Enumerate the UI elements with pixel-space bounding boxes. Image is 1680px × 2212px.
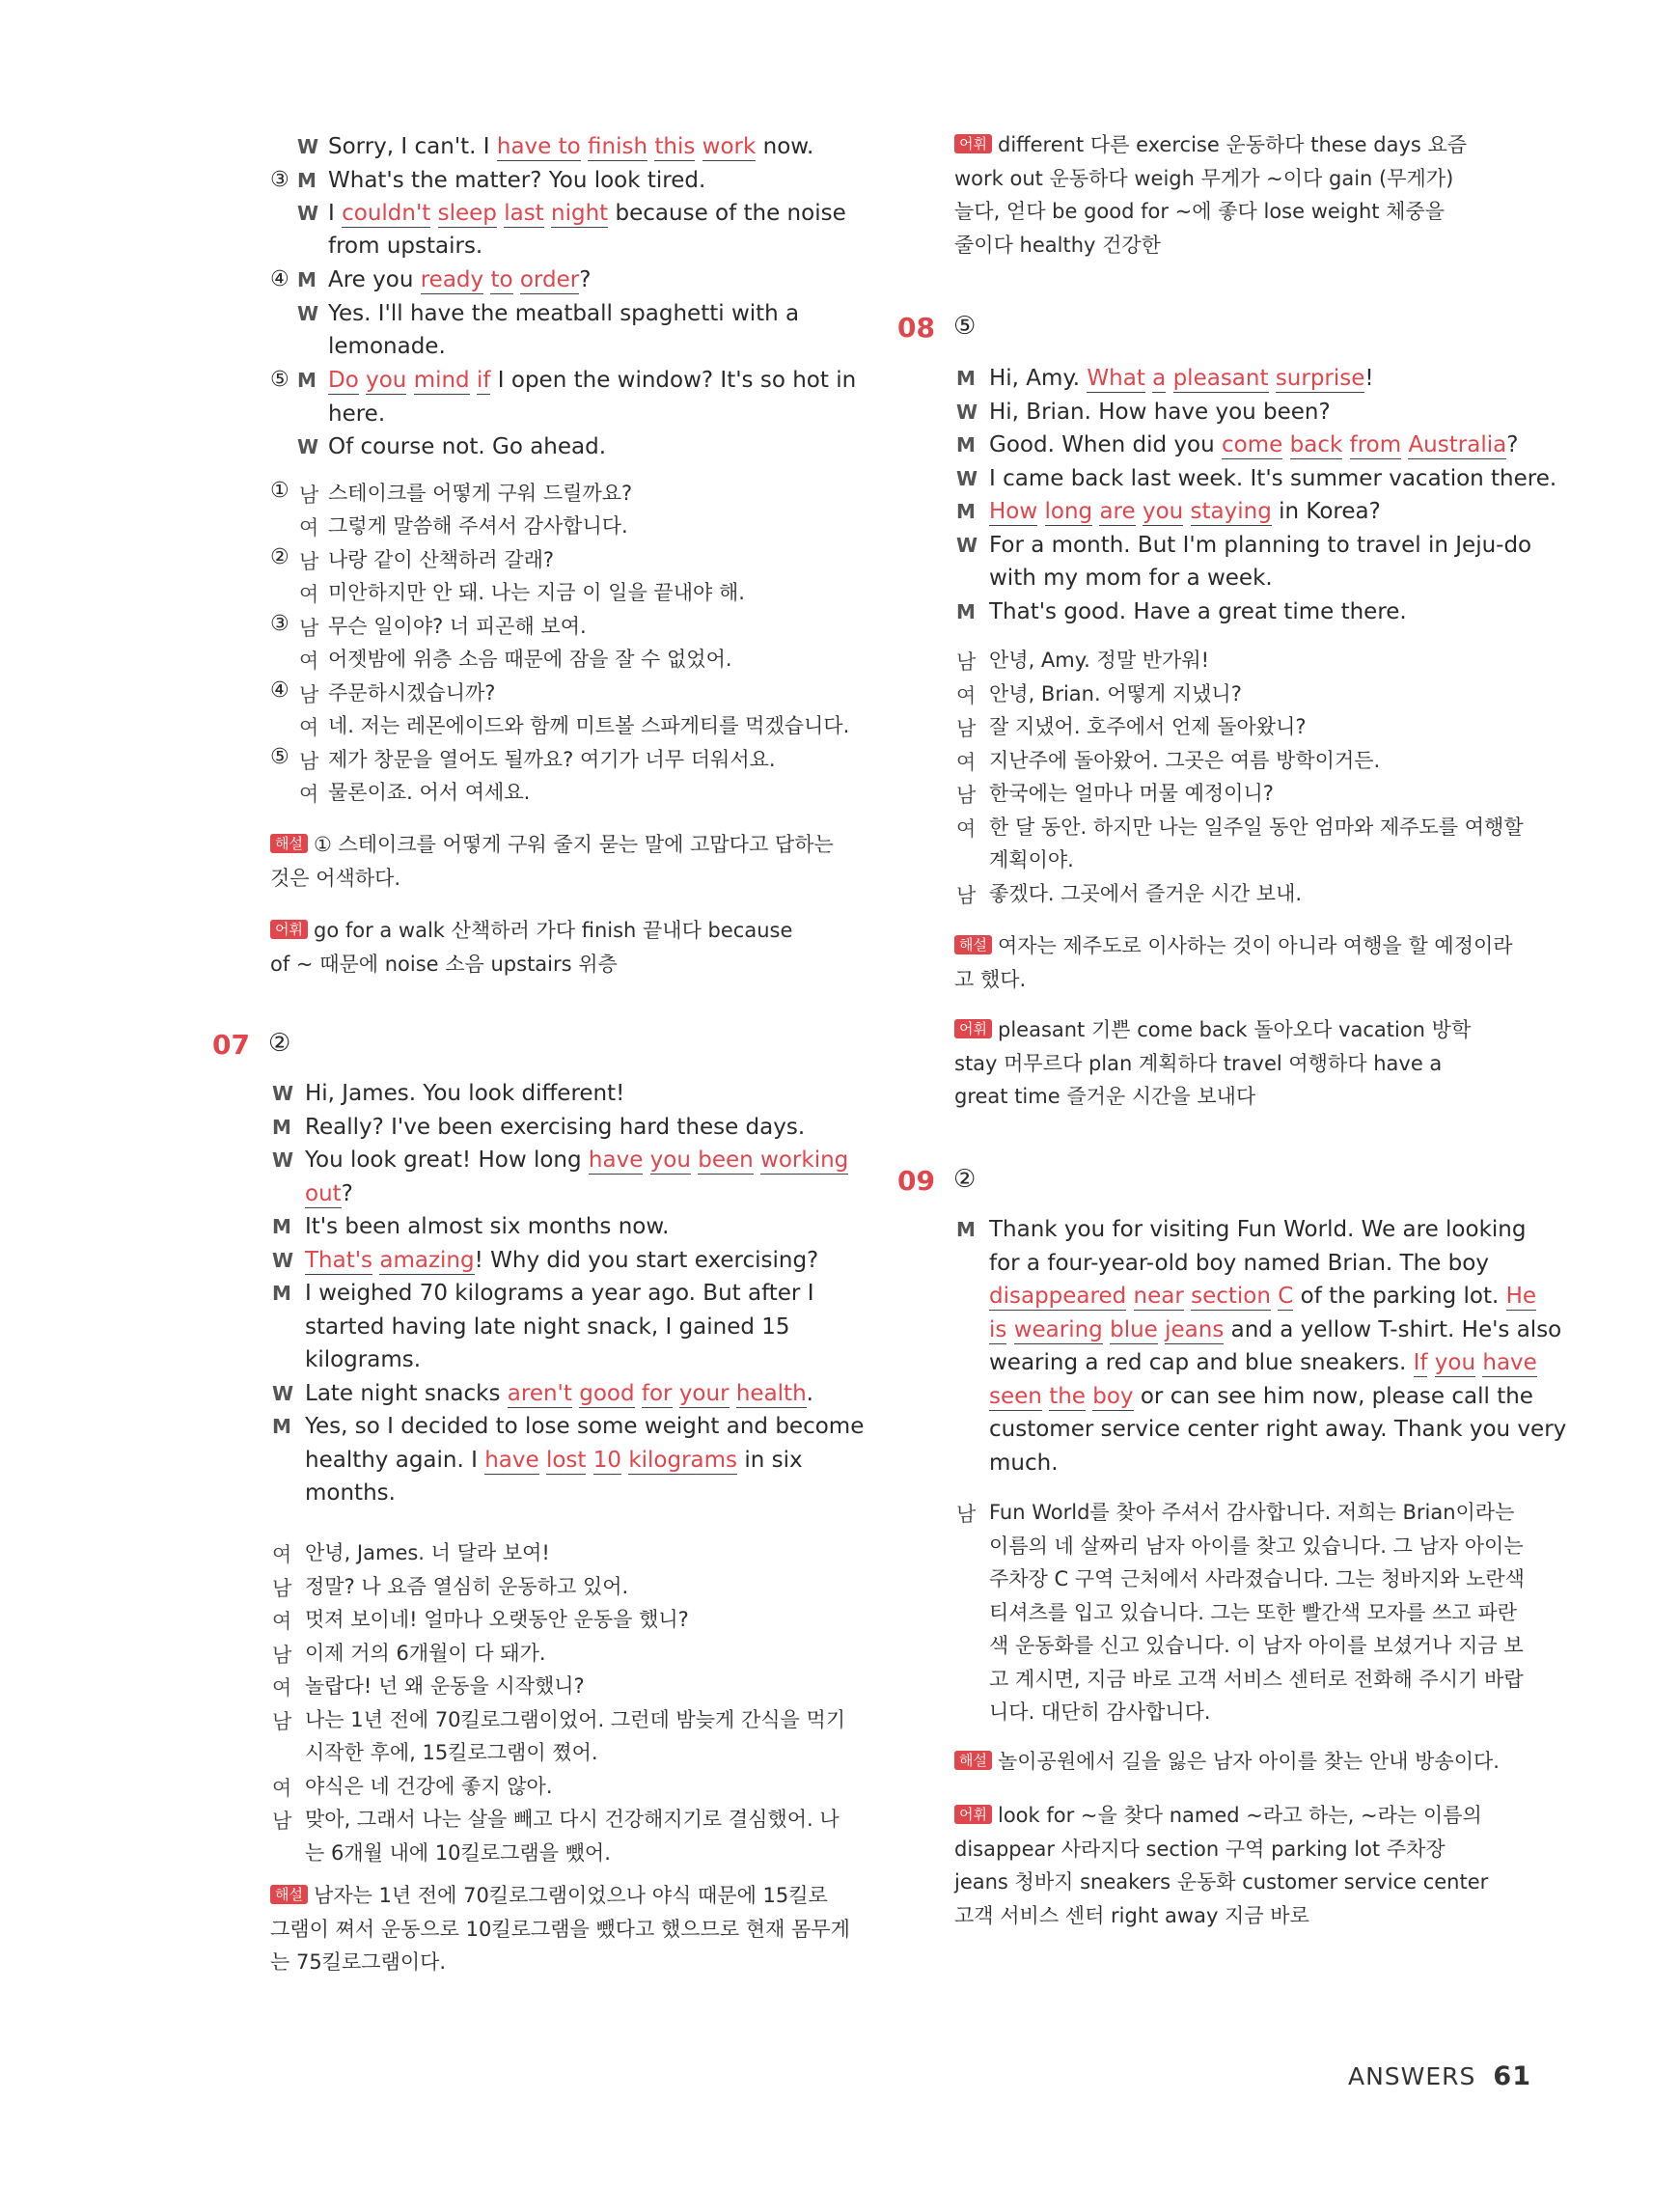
korean-line: 주차장 C 구역 근처에서 사라졌습니다. 그는 청바지와 노란색 [989,1567,1525,1590]
speaker-label: 여 [956,750,977,774]
blank-answer: come [1222,432,1283,457]
speaker-m: M [272,1415,291,1438]
blank-answer: surprise [1275,366,1365,391]
blank-answer: your [678,1380,730,1406]
explanation-badge: 해설 [270,1885,308,1904]
blank-answer: order [519,267,580,292]
blank-answer: He [1505,1284,1537,1309]
speaker-w: W [956,466,978,490]
blank-answer: you [366,368,407,393]
speaker-m: M [297,369,317,392]
korean-line: 안녕, Amy. 정말 반가워! [989,649,1210,672]
blank-answer: lost [545,1447,587,1473]
vocabulary: stay 머무르다 plan 계획하다 travel 여행하다 have a [954,1051,1443,1075]
speaker-label: 여 [299,516,319,539]
dialogue-line: started having late night snack, I gained 15 [305,1313,790,1340]
speaker-m: M [272,1115,291,1139]
explanation-badge: 해설 [270,834,308,853]
speaker-label: 남 [272,1810,292,1833]
dialogue-line: I came back last week. It's summer vacation there. [989,465,1557,491]
vocabulary: of ~ 때문에 noise 소음 upstairs 위층 [270,952,618,976]
choice-number: ③ [270,612,289,636]
vocabulary: jeans 청바지 sneakers 운동화 customer service center [954,1870,1489,1894]
dialogue-line: with my mom for a week. [989,566,1273,591]
dialogue-line: is wearing blue jeans and a yellow T-shirt. He's also [989,1316,1562,1342]
korean-line: 한국에는 얼마나 머물 예정이니? [989,782,1274,805]
dialogue-line: Hi, Amy. What a pleasant surprise! [989,366,1374,391]
dialogue-line: seen the boy or can see him now, please call the [989,1383,1533,1409]
dialogue-line: I couldn't sleep last night because of the noise [328,201,846,226]
explanation: 해설 여자는 제주도로 이사하는 것이 아니라 여행을 할 예정이라 [954,929,1513,963]
korean-line: 네. 저는 레몬에이드와 함께 미트볼 스파게티를 먹겠습니다. [328,714,850,737]
dialogue-line: disappeared near section C of the parking lot. He [989,1284,1537,1309]
vocabulary-badge: 어휘 [954,1805,992,1824]
korean-line: 색 운동화를 신고 있습니다. 이 남자 아이를 보셨거나 지금 보 [989,1634,1524,1657]
speaker-label: 여 [272,1776,292,1800]
korean-line: 제가 창문을 열어도 될까요? 여기가 너무 더워서요. [328,748,776,771]
blank-answer: How [989,499,1038,524]
speaker-label: 남 [299,617,319,640]
question-number: 07 [212,1029,250,1061]
korean-line: 시작한 후에, 15킬로그램이 쪘어. [305,1741,598,1764]
speaker-label: 남 [272,1576,292,1600]
explanation: 그램이 쪄서 운동으로 10킬로그램을 뺐다고 했으므로 현재 몸무게 [270,1917,850,1941]
blank-answer: have to [496,134,581,159]
dialogue-line: months. [305,1480,396,1506]
blank-answer: If [1413,1350,1428,1375]
speaker-label: 남 [956,650,977,674]
korean-line: 놀랍다! 넌 왜 운동을 시작했니? [305,1674,585,1698]
page-number: 61 [1493,2061,1531,2091]
explanation: 는 75킬로그램이다. [270,1950,447,1974]
blank-answer: for [641,1380,673,1406]
explanation-badge: 해설 [954,935,992,954]
speaker-m: M [297,268,317,291]
explanation-badge: 해설 [954,1751,992,1770]
korean-line: 좋겠다. 그곳에서 즐거운 시간 보내. [989,881,1303,905]
speaker-m: M [956,433,976,456]
blank-answer: finish [588,134,648,159]
dialogue-line: Hi, James. You look different! [305,1081,625,1106]
korean-line: 미안하지만 안 돼. 나는 지금 이 일을 끝내야 해. [328,581,745,604]
dialogue-line: Thank you for visiting Fun World. We are looking [989,1217,1527,1242]
blank-answer: good [579,1380,635,1406]
blank-answer: ready [420,267,484,292]
vocabulary: work out 운동하다 weigh 무게가 ~이다 gain (무게가) [954,166,1454,190]
dialogue-line: Good. When did you come back from Australia? [989,432,1519,457]
blank-answer: jeans [1165,1316,1225,1342]
korean-line: 계획이야. [989,848,1074,871]
dialogue-line: much. [989,1450,1059,1476]
blank-answer: seen [989,1383,1042,1409]
blank-answer: work [702,134,757,159]
blank-answer: sleep [437,201,497,226]
dialogue-line: You look great! How long have you been working [305,1147,849,1173]
dialogue-line: from upstairs. [328,234,483,259]
question-number: 08 [897,312,935,344]
blank-answer: out [305,1180,342,1206]
answer-choice: ⑤ [953,312,977,341]
dialogue-line: Really? I've been exercising hard these days. [305,1114,806,1140]
speaker-label: 여 [272,1543,292,1566]
speaker-m: M [956,500,976,523]
explanation: 것은 어색하다. [270,866,401,890]
speaker-w: W [272,1381,294,1405]
korean-line: 멋져 보이네! 얼마나 오랫동안 운동을 했니? [305,1608,689,1631]
speaker-m: M [272,1215,291,1238]
blank-answer: mind [413,368,470,393]
speaker-w: W [956,400,978,424]
speaker-w: W [297,302,319,325]
blank-answer: boy [1092,1383,1134,1409]
answer-choice: ② [953,1165,977,1194]
korean-line: Fun World를 찾아 주셔서 감사합니다. 저희는 Brian이라는 [989,1501,1515,1524]
choice-number: ⑤ [270,745,289,769]
blank-answer: aren't [507,1380,572,1406]
vocabulary: disappear 사라지다 section 구역 parking lot 주차장 [954,1837,1446,1861]
choice-number: ① [270,479,289,503]
dialogue-line: I weighed 70 kilograms a year ago. But after I [305,1281,814,1306]
korean-line: 는 6개월 내에 10킬로그램을 뺐어. [305,1840,611,1865]
explanation: 고 했다. [954,967,1027,991]
korean-line: 니다. 대단히 감사합니다. [989,1700,1211,1724]
dialogue-line: wearing a red cap and blue sneakers. If you have [989,1350,1537,1375]
vocabulary: 어휘 different 다른 exercise 운동하다 these days 요즘 [954,128,1467,162]
vocabulary-badge: 어휘 [270,920,308,939]
question-number: 09 [897,1165,935,1197]
vocabulary: 어휘 look for ~을 찾다 named ~라고 하는, ~라는 이름의 [954,1799,1482,1833]
korean-line: 그렇게 말씀해 주셔서 감사합니다. [328,514,628,538]
korean-line: 무슨 일이야? 너 피곤해 보여. [328,615,587,638]
blank-answer: are [1099,499,1136,524]
korean-line: 티셔츠를 입고 있습니다. 그는 또한 빨간색 모자를 쓰고 파란 [989,1600,1517,1624]
blank-answer: pleasant [1172,366,1269,391]
speaker-w: W [272,1148,294,1172]
speaker-m: M [272,1282,291,1305]
blank-answer: last [504,201,544,226]
vocabulary: 줄이다 healthy 건강한 [954,233,1161,257]
speaker-label: 남 [299,750,319,773]
blank-answer: you [649,1147,691,1173]
speaker-w: W [272,1082,294,1105]
speaker-m: M [956,367,976,390]
korean-line: 한 달 동안. 하지만 나는 일주일 동안 엄마와 제주도를 여행할 [989,815,1524,839]
blank-answer: health [735,1380,807,1406]
speaker-label: 남 [272,1643,292,1667]
blank-answer: you [1434,1350,1476,1375]
dialogue-line: healthy again. I have lost 10 kilograms in six [305,1447,803,1473]
choice-number: ② [270,545,289,569]
blank-answer: kilograms [628,1447,738,1473]
blank-answer: been [698,1147,754,1173]
dialogue-line: Are you ready to order? [328,267,592,292]
speaker-label: 남 [299,683,319,706]
choice-number: ⑤ [270,368,289,392]
blank-answer: have [588,1147,644,1173]
blank-answer: is [989,1316,1007,1342]
dialogue-line: Do you mind if I open the window? It's so hot in [328,368,857,393]
vocabulary-badge: 어휘 [954,134,992,153]
footer-label: ANSWERS [1347,2062,1476,2090]
dialogue-line: That's good. Have a great time there. [989,598,1407,624]
blank-answer: to [490,267,513,292]
speaker-label: 여 [272,1676,292,1700]
blank-answer: long [1044,499,1093,524]
blank-answer: this [654,134,696,159]
speaker-w: W [297,435,319,458]
speaker-label: 여 [299,650,319,673]
korean-line: 주문하시겠습니까? [328,681,496,705]
dialogue-line: Yes, so I decided to lose some weight and become [305,1414,865,1439]
vocabulary: great time 즐거운 시간을 보내다 [954,1085,1256,1108]
speaker-label: 남 [299,550,319,573]
blank-answer: a [1152,366,1167,391]
vocabulary: 고객 서비스 센터 right away 지금 바로 [954,1903,1309,1927]
dialogue-line: Of course not. Go ahead. [328,434,607,459]
explanation: 해설 놀이공원에서 길을 잃은 남자 아이를 찾는 안내 방송이다. [954,1745,1500,1779]
blank-answer: you [1142,499,1184,524]
vocabulary: 어휘 pleasant 기쁜 come back 돌아오다 vacation 방학 [954,1013,1471,1047]
explanation: 해설 ① 스테이크를 어떻게 구워 줄지 묻는 말에 고맙다고 답하는 [270,828,834,862]
blank-answer: staying [1190,499,1272,524]
vocabulary: 어휘 go for a walk 산책하러 가다 finish 끝내다 because [270,914,792,948]
blank-answer: the [1049,1383,1086,1409]
speaker-label: 여 [299,583,319,606]
korean-line: 물론이죠. 어서 여세요. [328,781,531,804]
korean-line: 나랑 같이 산책하러 갈래? [328,548,555,571]
korean-line: 스테이크를 어떻게 구워 드릴까요? [328,482,633,505]
dialogue-line: customer service center right away. Thank you very [989,1417,1567,1442]
korean-line: 이름의 네 살짜리 남자 아이를 찾고 있습니다. 그 남자 아이는 [989,1534,1524,1558]
blank-answer: That's [305,1247,373,1273]
speaker-label: 여 [272,1610,292,1633]
speaker-label: 남 [299,484,319,507]
blank-answer: near [1133,1284,1184,1309]
dialogue-line: Hi, Brian. How have you been? [989,399,1331,425]
blank-answer: if [476,368,491,393]
dialogue-line: For a month. But I'm planning to travel in Jeju-do [989,532,1532,558]
explanation: 해설 남자는 1년 전에 70킬로그램이었으나 야식 때문에 15킬로 [270,1879,828,1913]
speaker-label: 여 [299,716,319,739]
blank-answer: working [760,1147,849,1173]
korean-line: 고 계시면, 지금 바로 고객 서비스 센터로 전화해 주시기 바랍 [989,1667,1524,1691]
blank-answer: have [1482,1350,1537,1375]
vocabulary-badge: 어휘 [954,1019,992,1038]
korean-line: 어젯밤에 위층 소음 때문에 잠을 잘 수 없었어. [328,648,732,671]
dialogue-line: for a four-year-old boy named Brian. The boy [989,1250,1489,1276]
dialogue-line: out? [305,1180,353,1206]
speaker-label: 여 [956,816,977,841]
blank-answer: back [1289,432,1343,457]
speaker-w: W [297,135,319,158]
blank-answer: Australia [1408,432,1507,457]
korean-line: 잘 지냈어. 호주에서 언제 돌아왔니? [989,715,1307,738]
speaker-label: 남 [956,1503,977,1526]
speaker-m: M [956,599,976,623]
dialogue-line: here. [328,401,386,427]
blank-answer: wearing [1013,1316,1103,1342]
blank-answer: C [1278,1284,1294,1309]
dialogue-line: Sorry, I can't. I have to finish this work now. [328,134,814,159]
blank-answer: have [484,1447,539,1473]
korean-line: 이제 거의 6개월이 다 돼가. [305,1641,546,1665]
speaker-w: W [297,202,319,225]
korean-line: 안녕, James. 너 달라 보여! [305,1541,550,1564]
dialogue-line: What's the matter? You look tired. [328,168,706,193]
blank-answer: section [1191,1284,1271,1309]
speaker-w: W [272,1248,294,1272]
dialogue-line: lemonade. [328,334,446,359]
blank-answer: What [1087,366,1145,391]
korean-line: 나는 1년 전에 70킬로그램이었어. 그런데 밤늦게 간식을 먹기 [305,1707,846,1731]
blank-answer: 10 [592,1447,622,1473]
speaker-m: M [297,169,317,192]
choice-number: ④ [270,267,289,291]
speaker-m: M [956,1218,976,1241]
choice-number: ③ [270,168,289,192]
blank-answer: couldn't [342,201,431,226]
dialogue-line: Late night snacks aren't good for your health. [305,1380,813,1406]
blank-answer: from [1349,432,1402,457]
speaker-label: 남 [956,784,977,807]
page-footer [1348,2061,1531,2091]
answer-choice: ② [268,1029,291,1058]
speaker-label: 남 [956,883,977,907]
speaker-w: W [956,533,978,557]
dialogue-line: It's been almost six months now. [305,1214,670,1239]
blank-answer: night [551,201,609,226]
speaker-label: 여 [956,683,977,707]
blank-answer: disappeared [989,1284,1127,1309]
korean-line: 맞아, 그래서 나는 살을 빼고 다시 건강해지기로 결심했어. 나 [305,1808,840,1831]
vocabulary: 늘다, 얻다 be good for ~에 좋다 lose weight 체중을 [954,200,1446,223]
blank-answer: Do [328,368,359,393]
speaker-label: 여 [299,783,319,806]
dialogue-line: How long are you staying in Korea? [989,499,1381,524]
blank-answer: blue [1110,1316,1158,1342]
korean-line: 안녕, Brian. 어떻게 지냈니? [989,681,1242,705]
dialogue-line: Yes. I'll have the meatball spaghetti with a [328,301,800,326]
dialogue-line: kilograms. [305,1347,422,1372]
korean-line: 야식은 네 건강에 좋지 않아. [305,1774,553,1798]
korean-line: 지난주에 돌아왔어. 그곳은 여름 방학이거든. [989,748,1381,772]
choice-number: ④ [270,678,289,703]
dialogue-line: That's amazing! Why did you start exercising? [305,1247,819,1273]
speaker-label: 남 [956,717,977,740]
speaker-label: 남 [272,1709,292,1733]
blank-answer: amazing [379,1247,475,1273]
korean-line: 정말? 나 요즘 열심히 운동하고 있어. [305,1574,629,1598]
